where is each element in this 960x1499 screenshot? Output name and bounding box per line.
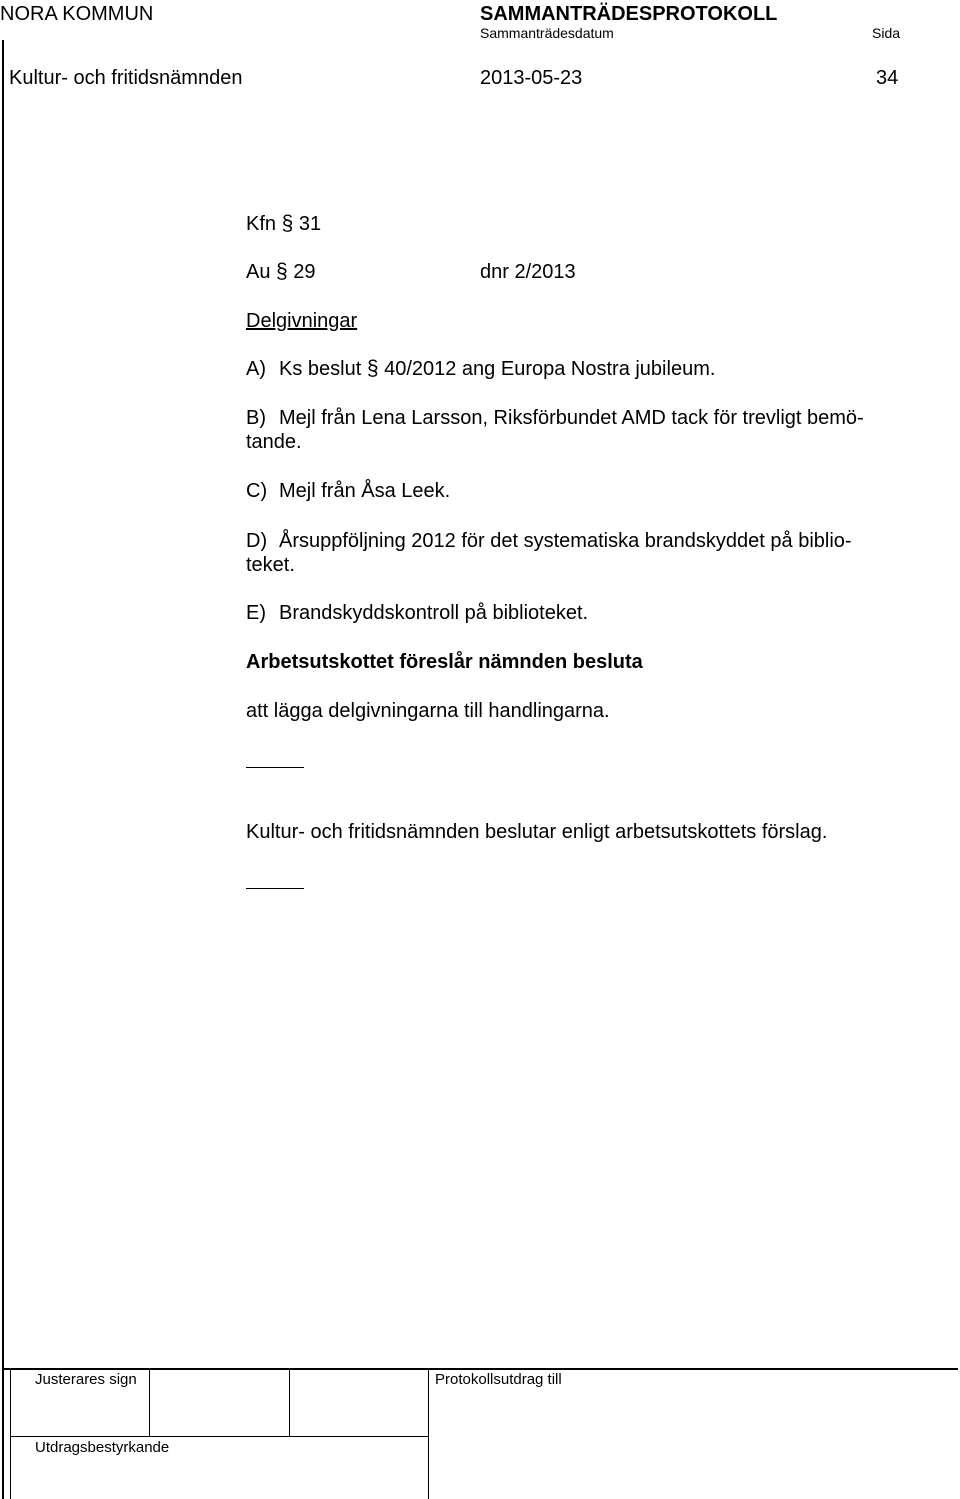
date-label: Sammanträdesdatum xyxy=(480,25,614,41)
item-letter: B) xyxy=(246,407,266,429)
footer-cell-divider xyxy=(289,1368,290,1436)
proposal-text: att lägga delgivningarna till handlingarna. xyxy=(246,700,610,722)
item-text: Brandskyddskontroll på biblioteket. xyxy=(279,602,589,624)
list-item xyxy=(246,529,852,553)
item-text-before: Ks beslut xyxy=(279,358,362,380)
list-item xyxy=(246,601,588,625)
list-item xyxy=(246,479,450,503)
kfn-prefix: Kfn xyxy=(246,213,277,235)
au-prefix: Au xyxy=(246,261,271,283)
committee-name: Kultur- och fritidsnämnden xyxy=(9,67,243,89)
item-text-after: 40/2012 ang Europa Nostra jubileum. xyxy=(384,358,716,380)
protokollsutdrag-label: Protokollsutdrag till xyxy=(435,1371,562,1388)
meeting-date: 2013-05-23 xyxy=(480,67,583,89)
item-text: Mejl från Åsa Leek. xyxy=(279,480,451,502)
list-item xyxy=(246,406,864,430)
item-letter: C) xyxy=(246,480,268,502)
proposal-heading: Arbetsutskottet föreslår nämnden besluta xyxy=(246,651,643,673)
item-letter: E) xyxy=(246,602,266,624)
separator-line xyxy=(246,888,304,889)
section-sign: § xyxy=(276,260,288,283)
item-text-line2: tande. xyxy=(246,431,302,453)
footer-top-border xyxy=(2,1368,958,1370)
page-number: 34 xyxy=(876,67,899,89)
footer-column-divider xyxy=(428,1368,429,1499)
document-type: SAMMANTRÄDESPROTOKOLL xyxy=(480,3,778,25)
decision-text: Kultur- och fritidsnämnden beslutar enligt arbetsutskottets förslag. xyxy=(246,821,828,843)
footer-left-border xyxy=(10,1368,11,1499)
item-letter: A) xyxy=(246,358,266,380)
footer-cell-divider xyxy=(149,1368,150,1436)
separator-line xyxy=(246,767,304,768)
au-number: 29 xyxy=(293,261,316,283)
dnr-reference: dnr 2/2013 xyxy=(480,261,576,283)
utdragsbestyrkande-label: Utdragsbestyrkande xyxy=(35,1439,170,1456)
item-letter: D) xyxy=(246,530,268,552)
section-sign: § xyxy=(366,357,379,380)
footer-middle-border xyxy=(10,1436,428,1437)
kfn-number: 31 xyxy=(298,213,322,235)
municipality-name: NORA KOMMUN xyxy=(0,3,154,25)
au-reference xyxy=(246,260,316,284)
case-title: Delgivningar xyxy=(246,310,358,332)
kfn-reference xyxy=(246,212,321,236)
section-sign: § xyxy=(281,212,294,235)
item-text-line1: Mejl från Lena Larsson, Riksförbundet AMD tack för trevligt bemö- xyxy=(279,407,864,429)
left-margin-line xyxy=(2,40,4,1499)
list-item xyxy=(246,357,715,381)
justerares-sign-label: Justerares sign xyxy=(35,1371,137,1388)
item-text-line2: teket. xyxy=(246,554,295,576)
page-label: Sida xyxy=(872,25,901,41)
item-text-line1: Årsuppföljning 2012 för det systematiska brandskyddet på biblio- xyxy=(279,530,852,552)
